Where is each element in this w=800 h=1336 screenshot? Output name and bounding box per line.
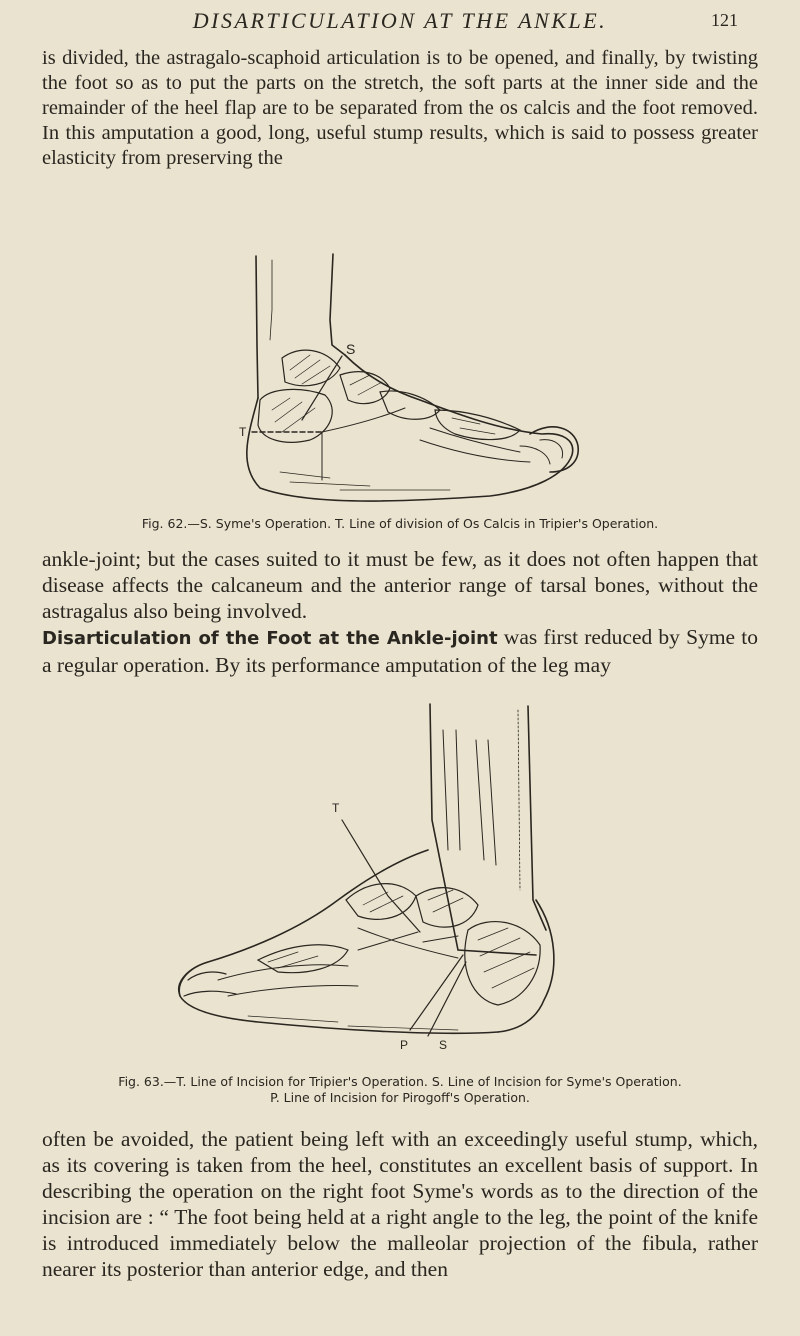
figure-63-caption-line-1: Fig. 63.—T. Line of Incision for Tripier's Operation. S. Line of Incision for Syme's Operation. [118,1074,682,1089]
paragraph-2: ankle-joint; but the cases suited to it must be few, as it does not often happen that disease affects the calcaneum and the anterior range of tarsal bones, without the astragalus also being involved. [42,547,758,623]
fig62-label-t: T [239,425,247,439]
fig63-heel-outline [498,900,554,1032]
paragraph-4: often be avoided, the patient being left with an exceedingly useful stump, which, as its covering is taken from the heel, constitutes an excellent basis of support. In describing the operation on the right foot Syme's words as to the direction of the incision are : “ The foot being held at a right angle to the leg, the point of the knife is introduced immediately below the malleolar projection of the fibula, rather nearer its posterior than anterior edge, and then [42,1127,758,1281]
fig62-incision-s-line [302,356,342,420]
fig63-leg-back-outline [528,706,546,930]
paragraph-3 [42,624,758,678]
fig63-label-p: P [400,1038,409,1052]
fig63-fibula [476,740,496,865]
paragraph-3-text: was first reduced by Syme to a regular operation. By its performance amputation of the leg may [42,625,758,677]
fig63-calcaneum [465,922,540,1005]
running-head-title: DISARTICULATION AT THE ANKLE. [192,8,608,33]
fig62-calcaneum [258,389,332,442]
fig63-foot-outline [179,850,498,1033]
fig63-toes [179,962,236,996]
fig62-label-s: S [346,341,356,357]
figure-63-illustration [158,700,598,1072]
figure-63-caption-line-2: P. Line of Incision for Pirogoff's Operation. [270,1090,530,1105]
fig62-astragalus [282,350,340,386]
fig63-label-t: T [332,801,340,815]
fig62-leg-back-outline [256,256,258,398]
fig63-tibia [443,730,460,850]
fig63-leg-front-outline [430,704,536,955]
fig63-incision-t [342,820,420,932]
page-number: 121 [711,10,738,30]
fig62-leg-front-outline [330,254,345,355]
section-heading: Disarticulation of the Foot at the Ankle-joint [42,628,498,649]
running-head [0,8,800,38]
figure-63-caption [0,1074,800,1106]
paragraph-1: is divided, the astragalo-scaphoid articulation is to be opened, and finally, by twisting the foot so as to put the parts on the stretch, the soft parts at the inner side and the remainder of the heel flap are to be separated from the os calcis and the foot removed. In this amputation a good, long, useful stump results, which is said to possess greater elasticity from preserving the [42,47,758,169]
figure-62-caption: Fig. 62.—S. Syme's Operation. T. Line of division of Os Calcis in Tripier's Operation. [141,516,659,531]
fig62-leg-back-hatch [270,260,272,340]
fig63-incision-s [428,962,466,1036]
fig62-foot-outline [247,355,573,501]
fig63-label-s: S [439,1038,448,1052]
figure-62-illustration [190,250,610,512]
